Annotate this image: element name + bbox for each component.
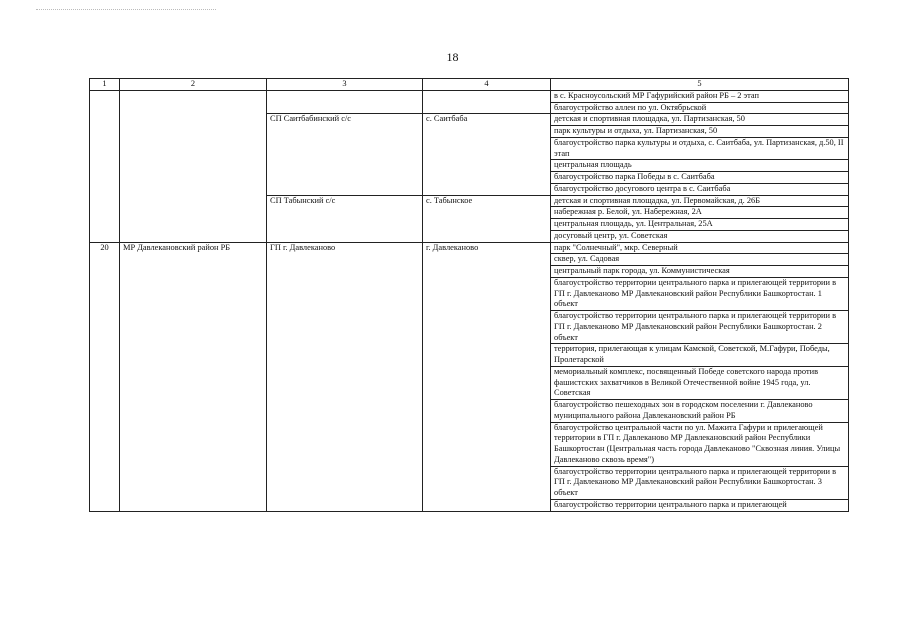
object-cell: благоустройство центральной части по ул. Мажита Гафури и прилегающей территории в ГП г. Давлеканово МР Давлекановский район Республики Башкортостан (Центральная часть города Давлеканово "Сквозная линия. Улицы Давлеканово сквозь время") [551, 422, 849, 466]
settlement-cell: СП Табынский с/с [267, 195, 423, 242]
row-number-cell [90, 90, 120, 242]
column-number-row [90, 79, 849, 91]
object-cell: благоустройство территории центрального парка и прилегающей территории в ГП г. Давлеканово МР Давлекановский район Республики Башкортостан. 3 объект [551, 466, 849, 499]
locality-cell: с. Табынское [423, 195, 551, 242]
object-cell: мемориальный комплекс, посвященный Победе советского народа против фашистских захватчиков в Великой Отечественной войне 1945 года, ул. Советская [551, 366, 849, 399]
page-number: 18 [446, 50, 459, 64]
object-cell: центральный парк города, ул. Коммунистическая [551, 266, 849, 278]
object-cell: набережная р. Белой, ул. Набережная, 2А [551, 207, 849, 219]
object-cell: благоустройство аллеи по ул. Октябрьской [551, 102, 849, 114]
district-cell: МР Давлекановский район РБ [120, 242, 267, 511]
object-cell: благоустройство парка культуры и отдыха, с. Саитбаба, ул. Партизанская, д.50, II этап [551, 137, 849, 160]
scan-artifact [36, 9, 216, 12]
object-cell: территория, прилегающая к улицам Камской, Советской, М.Гафури, Победы, Пролетарской [551, 344, 849, 367]
table-row [90, 242, 849, 254]
object-cell: детская и спортивная площадка, ул. Партизанская, 50 [551, 114, 849, 126]
settlement-cell: ГП г. Давлеканово [267, 242, 423, 511]
district-cell [120, 90, 267, 242]
object-cell: благоустройство пешеходных зон в городском поселении г. Давлеканово муниципального района Давлекановский район РБ [551, 400, 849, 423]
object-cell: парк культуры и отдыха, ул. Партизанская, 50 [551, 126, 849, 138]
column-number: 4 [423, 79, 551, 91]
object-cell: центральная площадь [551, 160, 849, 172]
object-cell: благоустройство парка Победы в с. Саитбаба [551, 172, 849, 184]
object-cell: в с. Красноусольский МР Гафурийский район РБ – 2 этап [551, 90, 849, 102]
table-row [90, 90, 849, 102]
column-number: 2 [120, 79, 267, 91]
program-table [89, 78, 849, 512]
object-cell: досуговый центр, ул. Советская [551, 230, 849, 242]
object-cell: детская и спортивная площадка, ул. Первомайская, д. 26Б [551, 195, 849, 207]
object-cell: благоустройство территории центрального парка и прилегающей [551, 499, 849, 511]
object-cell: благоустройство территории центрального парка и прилегающей территории в ГП г. Давлеканово МР Давлекановский район Республики Башкортостан. 1 объект [551, 277, 849, 310]
object-cell: парк "Солнечный", мкр. Северный [551, 242, 849, 254]
locality-cell: с. Саитбаба [423, 114, 551, 195]
settlement-cell: СП Саитбабинский с/с [267, 114, 423, 195]
locality-cell: г. Давлеканово [423, 242, 551, 511]
object-cell: благоустройство досугового центра в с. Саитбаба [551, 183, 849, 195]
settlement-cell [267, 90, 423, 114]
object-cell: сквер, ул. Садовая [551, 254, 849, 266]
object-cell: благоустройство территории центрального парка и прилегающей территории в ГП г. Давлеканово МР Давлекановский район Республики Башкортостан. 2 объект [551, 311, 849, 344]
column-number: 5 [551, 79, 849, 91]
locality-cell [423, 90, 551, 114]
object-cell: центральная площадь, ул. Центральная, 25А [551, 219, 849, 231]
column-number: 1 [90, 79, 120, 91]
column-number: 3 [267, 79, 423, 91]
row-number-cell: 20 [90, 242, 120, 511]
